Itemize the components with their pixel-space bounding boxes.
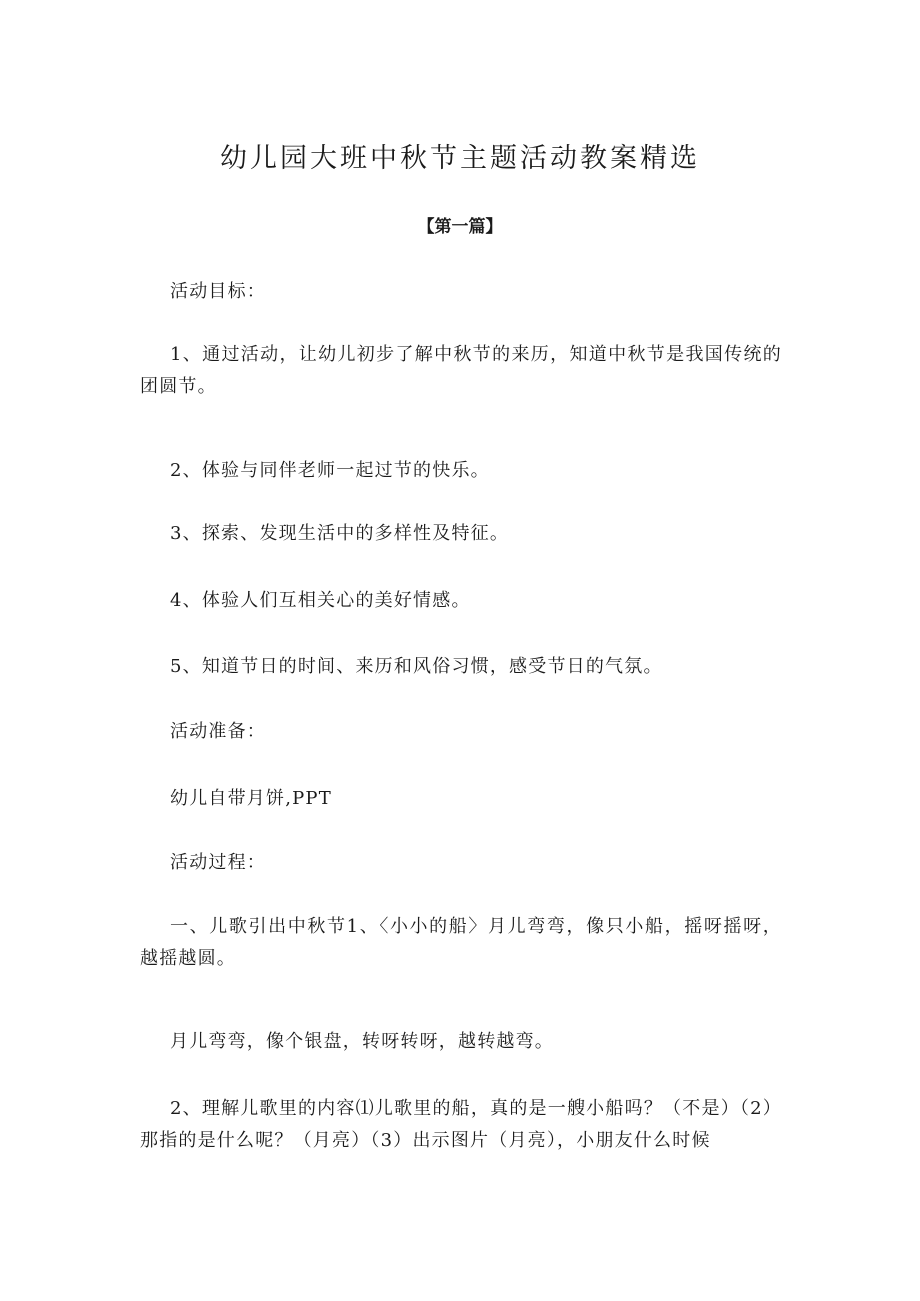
paragraph-goals-heading: 活动目标：: [170, 281, 266, 302]
paragraph-process-2: 月儿弯弯，像个银盘，转呀转呀，越转越弯。: [170, 1031, 554, 1052]
paragraph-prep-items: 幼儿自带月饼,PPT: [170, 788, 332, 809]
document-title: 幼儿园大班中秋节主题活动教案精选: [220, 143, 700, 174]
paragraph-process-1: 一、儿歌引出中秋节1、〈小小的船〉月儿弯弯，像只小船，摇呀摇呀，越摇越圆。: [140, 916, 782, 969]
paragraph-prep-heading: 活动准备：: [170, 721, 266, 742]
paragraph-goal-3: 3、探索、发现生活中的多样性及特征。: [170, 523, 510, 544]
paragraph-goal-5: 5、知道节日的时间、来历和风俗习惯，感受节日的气氛。: [170, 656, 663, 677]
paragraph-process-3: 2、理解儿歌里的内容⑴儿歌里的船，真的是一艘小船吗？（不是）（2）那指的是什么呢？（月亮）（3）出示图片（月亮），小朋友什么时候: [140, 1098, 782, 1151]
section-heading: 【第一篇】: [417, 217, 503, 237]
paragraph-process-heading: 活动过程：: [170, 852, 266, 873]
paragraph-goal-2: 2、体验与同伴老师一起过节的快乐。: [170, 460, 490, 481]
paragraph-goal-1: 1、通过活动，让幼儿初步了解中秋节的来历，知道中秋节是我国传统的团圆节。: [140, 344, 782, 397]
paragraph-goal-4: 4、体验人们互相关心的美好情感。: [170, 590, 471, 611]
